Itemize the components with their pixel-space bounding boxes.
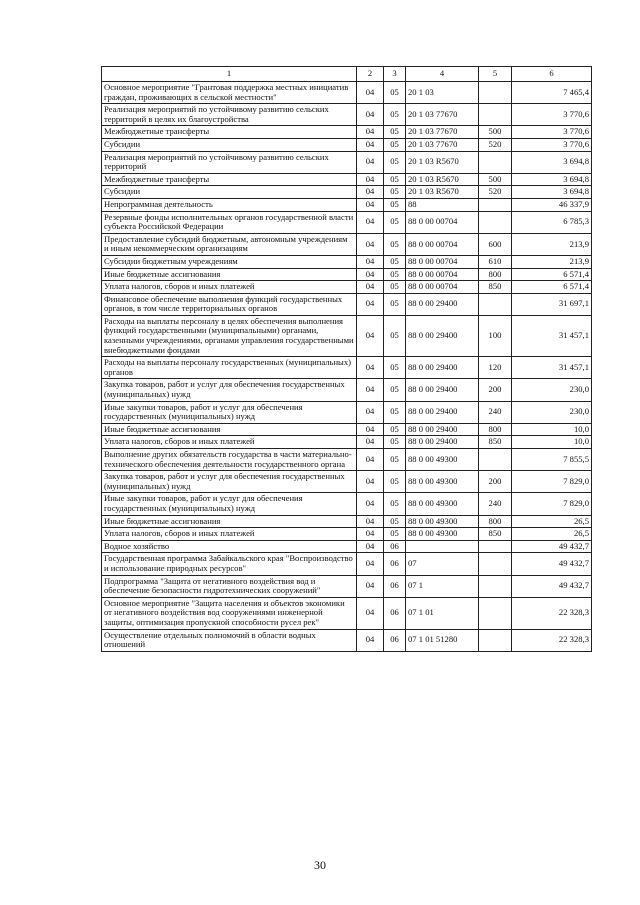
row-subsection-cell: 06 <box>384 575 406 597</box>
table-row <box>102 553 592 575</box>
row-target-article-cell: 88 0 00 29400 <box>406 423 479 436</box>
row-subsection-cell: 05 <box>384 315 406 356</box>
table-row <box>102 255 592 268</box>
row-name-cell: Осуществление отдельных полномочий в области водных отношений <box>102 629 357 651</box>
row-amount-cell: 3 770,6 <box>512 104 592 126</box>
row-expense-type-cell: 800 <box>479 515 512 528</box>
row-subsection-cell: 05 <box>384 138 406 151</box>
row-expense-type-cell: 500 <box>479 173 512 186</box>
row-expense-type-cell: 800 <box>479 268 512 281</box>
row-name-cell: Уплата налогов, сборов и иных платежей <box>102 528 357 541</box>
row-subsection-cell: 05 <box>384 211 406 233</box>
row-subsection-cell: 05 <box>384 198 406 211</box>
row-section-cell: 04 <box>357 423 384 436</box>
row-expense-type-cell <box>479 293 512 315</box>
row-subsection-cell: 05 <box>384 401 406 423</box>
row-subsection-cell: 05 <box>384 293 406 315</box>
row-expense-type-cell <box>479 575 512 597</box>
row-section-cell: 04 <box>357 449 384 471</box>
row-section-cell: 04 <box>357 82 384 104</box>
table-row <box>102 315 592 356</box>
row-subsection-cell: 05 <box>384 423 406 436</box>
row-amount-cell: 22 328,3 <box>512 597 592 629</box>
row-section-cell: 04 <box>357 126 384 139</box>
row-section-cell: 04 <box>357 553 384 575</box>
budget-table <box>101 66 592 652</box>
row-amount-cell: 49 432,7 <box>512 540 592 553</box>
row-amount-cell: 31 457,1 <box>512 357 592 379</box>
row-target-article-cell: 88 0 00 49300 <box>406 528 479 541</box>
row-section-cell: 04 <box>357 281 384 294</box>
table-row <box>102 528 592 541</box>
row-target-article-cell: 88 0 00 29400 <box>406 357 479 379</box>
row-target-article-cell: 88 0 00 00704 <box>406 233 479 255</box>
row-name-cell: Основное мероприятие "Грантовая поддержка местных инициатив граждан, проживающих в сельской местности" <box>102 82 357 104</box>
table-row <box>102 401 592 423</box>
table-row <box>102 597 592 629</box>
row-subsection-cell: 05 <box>384 379 406 401</box>
row-expense-type-cell <box>479 198 512 211</box>
row-name-cell: Иные закупки товаров, работ и услуг для обеспечения государственных (муниципальных) нужд <box>102 493 357 515</box>
row-expense-type-cell <box>479 82 512 104</box>
page-number: 30 <box>314 858 326 872</box>
row-expense-type-cell <box>479 211 512 233</box>
row-expense-type-cell: 200 <box>479 379 512 401</box>
row-name-cell: Иные закупки товаров, работ и услуг для обеспечения государственных (муниципальных) нужд <box>102 401 357 423</box>
row-name-cell: Непрограммная деятельность <box>102 198 357 211</box>
header-cell: 6 <box>512 67 592 82</box>
row-amount-cell: 213,9 <box>512 255 592 268</box>
row-name-cell: Расходы на выплаты персоналу в целях обеспечения выполнения функций государственными (муниципальными) органами, казенными учреждениями, органами управления государственными внебюджетными фондами <box>102 315 357 356</box>
row-subsection-cell: 05 <box>384 528 406 541</box>
row-name-cell: Иные бюджетные ассигнования <box>102 268 357 281</box>
row-amount-cell: 6 785,3 <box>512 211 592 233</box>
row-section-cell: 04 <box>357 233 384 255</box>
row-target-article-cell: 88 0 00 00704 <box>406 281 479 294</box>
row-section-cell: 04 <box>357 293 384 315</box>
row-expense-type-cell <box>479 151 512 173</box>
table-row <box>102 126 592 139</box>
table-row <box>102 186 592 199</box>
row-expense-type-cell: 500 <box>479 126 512 139</box>
table-row <box>102 357 592 379</box>
row-section-cell: 04 <box>357 540 384 553</box>
row-target-article-cell: 88 0 00 00704 <box>406 255 479 268</box>
row-name-cell: Реализация мероприятий по устойчивому развитию сельских территорий <box>102 151 357 173</box>
row-subsection-cell: 05 <box>384 82 406 104</box>
row-name-cell: Уплата налогов, сборов и иных платежей <box>102 436 357 449</box>
row-expense-type-cell: 800 <box>479 423 512 436</box>
row-subsection-cell: 05 <box>384 357 406 379</box>
row-target-article-cell: 07 1 01 <box>406 597 479 629</box>
row-expense-type-cell: 850 <box>479 436 512 449</box>
row-section-cell: 04 <box>357 493 384 515</box>
header-cell: 1 <box>102 67 357 82</box>
row-expense-type-cell: 850 <box>479 528 512 541</box>
table-row <box>102 233 592 255</box>
table-row <box>102 138 592 151</box>
row-subsection-cell: 05 <box>384 126 406 139</box>
table-row <box>102 211 592 233</box>
row-section-cell: 04 <box>357 255 384 268</box>
row-target-article-cell: 20 1 03 77670 <box>406 138 479 151</box>
table-row <box>102 82 592 104</box>
row-expense-type-cell: 120 <box>479 357 512 379</box>
row-subsection-cell: 05 <box>384 515 406 528</box>
header-cell: 4 <box>406 67 479 82</box>
row-amount-cell: 7 465,4 <box>512 82 592 104</box>
row-section-cell: 04 <box>357 357 384 379</box>
row-expense-type-cell <box>479 597 512 629</box>
row-name-cell: Выполнение других обязательств государства в части материально-технического обеспечения деятельности государственного органа <box>102 449 357 471</box>
row-name-cell: Уплата налогов, сборов и иных платежей <box>102 281 357 294</box>
row-section-cell: 04 <box>357 104 384 126</box>
row-name-cell: Субсидии <box>102 186 357 199</box>
table-header-row <box>102 67 592 82</box>
row-name-cell: Подпрограмма "Защита от негативного воздействия вод и обеспечение безопасности гидротехнических сооружений" <box>102 575 357 597</box>
row-target-article-cell: 07 1 <box>406 575 479 597</box>
header-cell: 2 <box>357 67 384 82</box>
row-amount-cell: 7 855,5 <box>512 449 592 471</box>
row-section-cell: 04 <box>357 268 384 281</box>
row-name-cell: Финансовое обеспечение выполнения функций государственных органов, в том числе территориальных органов <box>102 293 357 315</box>
row-section-cell: 04 <box>357 151 384 173</box>
row-target-article-cell: 88 <box>406 198 479 211</box>
row-section-cell: 04 <box>357 173 384 186</box>
row-section-cell: 04 <box>357 436 384 449</box>
row-amount-cell: 26,5 <box>512 515 592 528</box>
row-subsection-cell: 06 <box>384 629 406 651</box>
row-section-cell: 04 <box>357 471 384 493</box>
row-amount-cell: 230,0 <box>512 379 592 401</box>
row-subsection-cell: 05 <box>384 104 406 126</box>
header-cell: 5 <box>479 67 512 82</box>
row-amount-cell: 3 770,6 <box>512 138 592 151</box>
row-name-cell: Расходы на выплаты персоналу государственных (муниципальных) органов <box>102 357 357 379</box>
row-subsection-cell: 06 <box>384 540 406 553</box>
table-row <box>102 173 592 186</box>
row-name-cell: Закупка товаров, работ и услуг для обеспечения государственных (муниципальных) нужд <box>102 471 357 493</box>
row-name-cell: Субсидии <box>102 138 357 151</box>
row-expense-type-cell: 850 <box>479 281 512 294</box>
table-row <box>102 198 592 211</box>
table-row <box>102 515 592 528</box>
row-amount-cell: 49 432,7 <box>512 553 592 575</box>
row-amount-cell: 31 697,1 <box>512 293 592 315</box>
row-section-cell: 04 <box>357 401 384 423</box>
table-row <box>102 268 592 281</box>
row-amount-cell: 22 328,3 <box>512 629 592 651</box>
row-amount-cell: 230,0 <box>512 401 592 423</box>
row-amount-cell: 10,0 <box>512 423 592 436</box>
row-subsection-cell: 05 <box>384 186 406 199</box>
header-cell: 3 <box>384 67 406 82</box>
table-row <box>102 471 592 493</box>
row-amount-cell: 3 694,8 <box>512 186 592 199</box>
row-expense-type-cell: 610 <box>479 255 512 268</box>
row-name-cell: Иные бюджетные ассигнования <box>102 515 357 528</box>
row-section-cell: 04 <box>357 315 384 356</box>
row-name-cell: Государственная программа Забайкальского края "Воспроизводство и использование природных ресурсов" <box>102 553 357 575</box>
row-subsection-cell: 05 <box>384 173 406 186</box>
row-target-article-cell: 20 1 03 R5670 <box>406 151 479 173</box>
row-name-cell: Субсидии бюджетным учреждениям <box>102 255 357 268</box>
row-amount-cell: 31 457,1 <box>512 315 592 356</box>
row-target-article-cell: 88 0 00 29400 <box>406 293 479 315</box>
row-expense-type-cell: 240 <box>479 493 512 515</box>
row-subsection-cell: 05 <box>384 281 406 294</box>
row-target-article-cell: 20 1 03 77670 <box>406 126 479 139</box>
table-row <box>102 493 592 515</box>
row-section-cell: 04 <box>357 198 384 211</box>
row-name-cell: Реализация мероприятий по устойчивому развитию сельских территорий в целях их благоустройства <box>102 104 357 126</box>
row-expense-type-cell <box>479 449 512 471</box>
row-amount-cell: 46 337,9 <box>512 198 592 211</box>
row-expense-type-cell: 200 <box>479 471 512 493</box>
row-expense-type-cell <box>479 540 512 553</box>
row-target-article-cell: 20 1 03 77670 <box>406 104 479 126</box>
row-subsection-cell: 05 <box>384 471 406 493</box>
row-subsection-cell: 05 <box>384 233 406 255</box>
row-amount-cell: 3 694,8 <box>512 151 592 173</box>
row-section-cell: 04 <box>357 515 384 528</box>
row-target-article-cell: 88 0 00 00704 <box>406 268 479 281</box>
row-name-cell: Резервные фонды исполнительных органов государственной власти субъекта Российской Федерации <box>102 211 357 233</box>
table-row <box>102 540 592 553</box>
row-target-article-cell: 20 1 03 R5670 <box>406 173 479 186</box>
row-name-cell: Предоставление субсидий бюджетным, автономным учреждениям и иным некоммерческим организациям <box>102 233 357 255</box>
row-expense-type-cell: 520 <box>479 186 512 199</box>
row-target-article-cell: 88 0 00 00704 <box>406 211 479 233</box>
row-section-cell: 04 <box>357 186 384 199</box>
row-section-cell: 04 <box>357 379 384 401</box>
row-expense-type-cell: 100 <box>479 315 512 356</box>
table-row <box>102 104 592 126</box>
row-amount-cell: 6 571,4 <box>512 268 592 281</box>
row-target-article-cell <box>406 540 479 553</box>
row-amount-cell: 26,5 <box>512 528 592 541</box>
row-expense-type-cell <box>479 629 512 651</box>
row-target-article-cell: 07 1 01 51280 <box>406 629 479 651</box>
table-row <box>102 293 592 315</box>
row-name-cell: Межбюджетные трансферты <box>102 173 357 186</box>
row-subsection-cell: 06 <box>384 597 406 629</box>
row-target-article-cell: 88 0 00 29400 <box>406 315 479 356</box>
row-subsection-cell: 05 <box>384 151 406 173</box>
row-amount-cell: 3 770,6 <box>512 126 592 139</box>
row-target-article-cell: 88 0 00 49300 <box>406 471 479 493</box>
row-section-cell: 04 <box>357 138 384 151</box>
row-section-cell: 04 <box>357 575 384 597</box>
row-section-cell: 04 <box>357 597 384 629</box>
table-row <box>102 281 592 294</box>
row-amount-cell: 7 829,0 <box>512 493 592 515</box>
row-name-cell: Основное мероприятие "Защита населения и объектов экономики от негативного воздействия вод сооружениями инженерной защиты, оптимизация пропускной способности русел рек" <box>102 597 357 629</box>
row-name-cell: Иные бюджетные ассигнования <box>102 423 357 436</box>
budget-table-sheet <box>101 66 591 652</box>
row-subsection-cell: 05 <box>384 255 406 268</box>
row-expense-type-cell: 600 <box>479 233 512 255</box>
row-amount-cell: 213,9 <box>512 233 592 255</box>
table-row <box>102 379 592 401</box>
row-target-article-cell: 88 0 00 49300 <box>406 493 479 515</box>
row-expense-type-cell <box>479 104 512 126</box>
table-row <box>102 151 592 173</box>
row-subsection-cell: 05 <box>384 436 406 449</box>
row-target-article-cell: 88 0 00 29400 <box>406 379 479 401</box>
row-amount-cell: 3 694,8 <box>512 173 592 186</box>
row-amount-cell: 6 571,4 <box>512 281 592 294</box>
row-target-article-cell: 20 1 03 <box>406 82 479 104</box>
row-expense-type-cell <box>479 553 512 575</box>
row-subsection-cell: 05 <box>384 493 406 515</box>
row-subsection-cell: 06 <box>384 553 406 575</box>
row-target-article-cell: 88 0 00 49300 <box>406 515 479 528</box>
row-name-cell: Межбюджетные трансферты <box>102 126 357 139</box>
row-name-cell: Водное хозяйство <box>102 540 357 553</box>
row-section-cell: 04 <box>357 528 384 541</box>
table-row <box>102 575 592 597</box>
row-amount-cell: 49 432,7 <box>512 575 592 597</box>
row-target-article-cell: 07 <box>406 553 479 575</box>
row-expense-type-cell: 520 <box>479 138 512 151</box>
row-amount-cell: 10,0 <box>512 436 592 449</box>
row-target-article-cell: 20 1 03 R5670 <box>406 186 479 199</box>
row-target-article-cell: 88 0 00 29400 <box>406 436 479 449</box>
table-row <box>102 436 592 449</box>
table-row <box>102 423 592 436</box>
row-section-cell: 04 <box>357 629 384 651</box>
row-subsection-cell: 05 <box>384 268 406 281</box>
table-row <box>102 449 592 471</box>
table-body <box>102 82 592 652</box>
row-name-cell: Закупка товаров, работ и услуг для обеспечения государственных (муниципальных) нужд <box>102 379 357 401</box>
row-amount-cell: 7 829,0 <box>512 471 592 493</box>
row-expense-type-cell: 240 <box>479 401 512 423</box>
row-section-cell: 04 <box>357 211 384 233</box>
row-target-article-cell: 88 0 00 29400 <box>406 401 479 423</box>
table-row <box>102 629 592 651</box>
row-subsection-cell: 05 <box>384 449 406 471</box>
row-target-article-cell: 88 0 00 49300 <box>406 449 479 471</box>
